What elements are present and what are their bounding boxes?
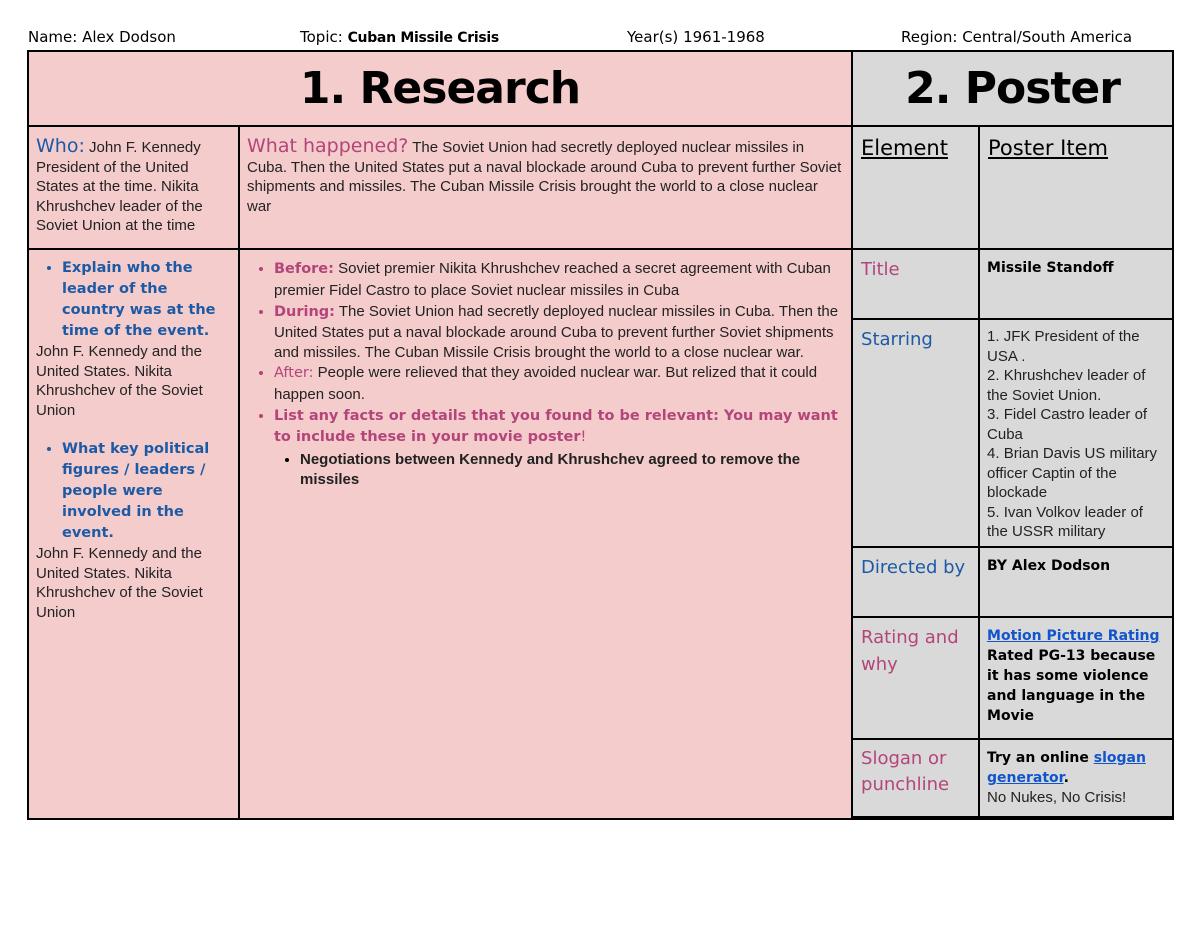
years-label: Year(s)	[627, 28, 679, 46]
what-happened-cell	[239, 126, 852, 249]
slogan-value: No Nukes, No Crisis!	[987, 789, 1127, 806]
topic-value: Cuban Missile Crisis	[347, 30, 499, 46]
slogan-label: Slogan or punchline	[852, 739, 979, 817]
slogan-cell	[979, 739, 1173, 817]
research-title: 1. Research	[28, 51, 852, 126]
who-label: Who:	[36, 135, 85, 157]
directed-label: Directed by	[852, 547, 979, 617]
during-text: The Soviet Union had secretly deployed nuclear missiles in Cuba. Then the United States put a naval blockade around Cuba to prevent further Soviet shipments and missiles. The Cuban Missile Crisis brought the world to a close nuclear war.	[274, 303, 839, 361]
filler-cell	[852, 817, 979, 819]
name-value: Alex Dodson	[82, 28, 176, 46]
motion-picture-rating-link[interactable]: Motion Picture Rating	[987, 628, 1160, 644]
answer-leader: John F. Kennedy and the United States. Nikita Khrushchev of the Soviet Union	[36, 343, 203, 419]
starring-label: Starring	[852, 319, 979, 547]
after-text: People were relieved that they avoided nuclear war. But relized that it could happen soon.	[274, 364, 818, 403]
header-years	[627, 28, 765, 46]
slogan-suffix: .	[1063, 770, 1069, 786]
rating-value: Rated PG-13 because it has some violence and language in the Movie	[987, 648, 1156, 724]
what-happened-label: What happened?	[247, 135, 409, 157]
rating-label: Rating and why	[852, 617, 979, 739]
starring-item: 3. Fidel Castro leader of Cuba	[987, 406, 1148, 443]
answer-key-figures: John F. Kennedy and the United States. Nikita Khrushchev of the Soviet Union	[36, 545, 203, 621]
title-value: Missile Standoff	[979, 249, 1173, 319]
question-leader: • Explain who the leader of the country was at the time of the event.	[62, 258, 234, 342]
before-label: Before:	[274, 261, 334, 277]
after-label: After:	[274, 365, 314, 381]
element-header: Element	[852, 126, 979, 249]
filler-cell	[979, 817, 1173, 819]
header-name	[28, 28, 176, 46]
during-item	[274, 302, 845, 362]
topic-label: Topic:	[300, 28, 343, 46]
fact-item: • Negotiations between Kennedy and Khrushchev agreed to remove the missiles	[300, 450, 845, 489]
timeline-cell	[239, 249, 852, 819]
rating-cell	[979, 617, 1173, 739]
starring-item: 1. JFK President of the USA .	[987, 328, 1140, 365]
facts-item	[274, 406, 845, 489]
years-value: 1961-1968	[683, 28, 765, 46]
title-label: Title	[852, 249, 979, 319]
who-cell	[28, 126, 239, 249]
header-region	[901, 28, 1132, 46]
before-item	[274, 258, 845, 302]
slogan-prefix: Try an online	[987, 750, 1094, 766]
facts-prompt-end: !	[580, 429, 587, 445]
starring-item: 4. Brian Davis US military officer Captin of the blockade	[987, 445, 1158, 501]
starring-item: 5. Ivan Volkov leader of the USSR military	[987, 503, 1143, 540]
header-topic	[300, 28, 499, 46]
who-text: John F. Kennedy President of the United States at the time. Nikita Khrushchev leader of the Soviet Union at the time	[36, 139, 203, 234]
question-key-figures: • What key political figures / leaders / people were involved in the event.	[62, 439, 234, 544]
questions-cell	[28, 249, 239, 819]
starring-item: 2. Khrushchev leader of the Soviet Union.	[987, 367, 1146, 404]
name-label: Name:	[28, 28, 78, 46]
region-value: Central/South America	[962, 28, 1133, 46]
what-happened-text: The Soviet Union had secretly deployed nuclear missiles in Cuba. Then the United States put a naval blockade around Cuba to prevent further Soviet shipments and missiles. The Cuban Missile Crisis brought the world to a close nuclear war	[247, 139, 842, 215]
poster-title: 2. Poster	[852, 51, 1173, 126]
region-label: Region:	[901, 28, 958, 46]
starring-list	[979, 319, 1173, 547]
before-text: Soviet premier Nikita Khrushchev reached a secret agreement with Cuban premier Fidel Castro to place Soviet nuclear missiles in Cuba	[274, 260, 831, 299]
worksheet-table	[27, 50, 1174, 820]
poster-item-header: Poster Item	[979, 126, 1173, 249]
after-item	[274, 362, 845, 406]
during-label: During:	[274, 304, 335, 320]
directed-value: BY Alex Dodson	[979, 547, 1173, 617]
facts-prompt: List any facts or details that you found to be relevant: You may want to include these in your movie poster	[274, 408, 838, 445]
slogan-generator-link[interactable]: slogan generator	[987, 750, 1146, 786]
